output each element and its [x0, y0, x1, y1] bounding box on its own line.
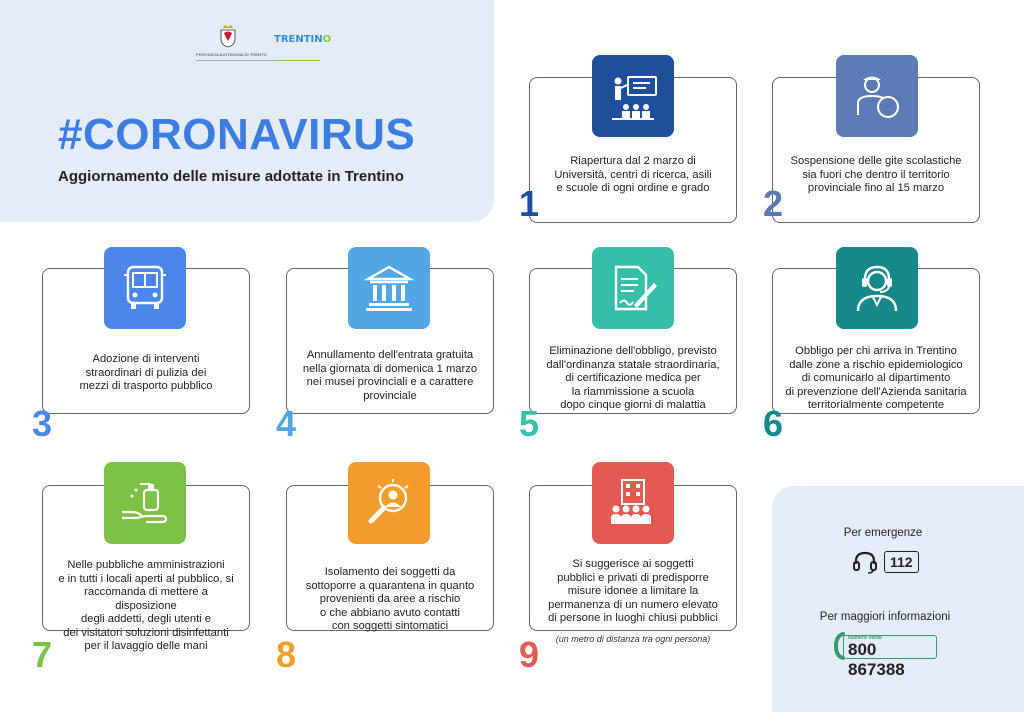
measure-text-line: di certificazione medica per: [565, 372, 701, 384]
measure-text-line: per il lavaggio delle mani: [84, 640, 208, 652]
measure-text-line: sottoporre a quarantena in quanto: [305, 579, 475, 592]
brand-suffix: O: [322, 34, 332, 45]
hand-sanitizer-tile: [104, 462, 186, 544]
measure-number: 6: [763, 403, 784, 444]
measure-number: 2: [763, 183, 784, 224]
emergency-phone: [852, 550, 919, 574]
teacher-classroom-tile: [592, 55, 674, 137]
teacher-classroom-icon: [606, 69, 660, 123]
measure-text-line: Obbligo per chi arriva in Trentino: [795, 345, 957, 357]
measure-text-line: degli addetti, degli utenti e: [81, 613, 211, 625]
measure-text-line: di comunicarlo al dipartimento: [801, 372, 951, 384]
page-title: #CORONAVIRUS: [58, 110, 416, 159]
museum-tile: [348, 247, 430, 329]
measure-text: [53, 353, 239, 394]
measure-number: 5: [519, 403, 540, 444]
measure-text-line: permanenza di un numero elevato: [548, 598, 718, 611]
brand-prefix: TRENTIN: [274, 34, 323, 45]
measure-text-line: Università, centri di ricerca, asili: [554, 168, 712, 181]
bus-icon: [118, 261, 172, 315]
measure-text-line: di prevenzione dell'Azienda sanitaria: [785, 385, 967, 398]
measure-text-line: misure idonee a limitare la: [567, 585, 699, 597]
toll-free-label: Numero Verde: [848, 635, 882, 641]
measure-text-line: provenienti da aree a rischio: [319, 593, 461, 605]
measure-text-line: Riapertura dal 2 marzo di: [570, 155, 696, 167]
measure-text-line: Annullamento dell'entrata gratuita: [306, 349, 474, 361]
measure-text: [297, 566, 483, 634]
emergency-number[interactable]: 112: [884, 551, 919, 573]
measure-note: (un metro di distanza tra ogni persona): [555, 633, 711, 644]
measure-text-line: o che abbiano avuto contatti: [320, 606, 460, 619]
measure-text-line: di persone in luoghi chiusi pubblici: [548, 612, 718, 624]
toll-free-box[interactable]: [843, 635, 937, 679]
measure-text-line: Si suggerisce ai soggetti: [572, 558, 694, 570]
museum-icon: [362, 261, 416, 315]
measure-text: [540, 558, 726, 626]
measure-text-line: Eliminazione dell'obbligo, previsto: [549, 345, 717, 357]
search-person-tile: [348, 462, 430, 544]
measure-text: [783, 345, 969, 413]
measure-text-line: Adozione di interventi: [92, 353, 200, 365]
crowd-building-tile: [592, 462, 674, 544]
measure-number: 9: [519, 634, 540, 675]
measure-text-line: nella giornata di domenica 1 marzo: [302, 362, 478, 375]
measure-text-line: dalle zone a rischio epidemiologico: [789, 358, 963, 371]
measure-number: 7: [32, 634, 53, 675]
logo: [196, 24, 332, 66]
headset-icon: [852, 550, 878, 574]
crest-icon: [220, 24, 236, 48]
search-person-icon: [362, 476, 416, 530]
tourist-compass-icon: [850, 69, 904, 123]
page-subtitle: Aggiornamento delle misure adottate in Trentino: [58, 168, 404, 185]
measure-text-line: la riammissione a scuola: [571, 385, 695, 398]
measure-text-line: Sospensione delle gite scolastiche: [790, 155, 962, 167]
measure-text-line: mezzi di trasporto pubblico: [79, 380, 213, 392]
document-sign-tile: [592, 247, 674, 329]
measure-text-line: e scuole di ogni ordine e grado: [556, 182, 710, 194]
measure-text-line: provinciale: [363, 389, 417, 402]
operator-headset-icon: [850, 261, 904, 315]
logo-divider-accent: [274, 60, 320, 61]
measure-text: [53, 559, 239, 654]
crest-caption: PROVINCIA AUTONOMA DI TRENTO: [196, 52, 267, 57]
measure-text-line: sia fuori che dentro il territorio: [802, 168, 950, 181]
trentino-brand: [274, 34, 331, 45]
measure-text-line: pubblici e privati di predisporre: [557, 571, 709, 584]
measure-text: [540, 345, 726, 413]
measure-text-line: raccomanda di mettere a disposizione: [84, 586, 208, 612]
measure-number: 3: [32, 403, 53, 444]
measure-text-line: Nelle pubbliche amministrazioni: [67, 559, 225, 571]
measure-text-line: dopo cinque giorni di malattia: [560, 399, 706, 411]
measure-number: 4: [276, 403, 297, 444]
measure-text-line: dall'ordinanza statale straordinaria,: [546, 358, 720, 371]
measure-text: [783, 155, 969, 196]
measure-text-line: dei visitatori soluzioni disinfettanti: [63, 626, 229, 639]
measure-text-line: territorialmente competente: [807, 399, 945, 411]
bus-tile: [104, 247, 186, 329]
operator-headset-tile: [836, 247, 918, 329]
measure-text: [297, 349, 483, 403]
info-label: Per maggiori informazioni: [819, 611, 951, 623]
emergency-label: Per emergenze: [843, 527, 923, 539]
measure-text: [540, 155, 726, 196]
measure-text-line: provinciale fino al 15 marzo: [807, 182, 945, 194]
measure-text-line: nei musei provinciali e a carattere: [306, 376, 474, 388]
measure-number: 8: [276, 634, 297, 675]
measure-text-line: con soggetti sintomatici: [331, 620, 449, 632]
hand-sanitizer-icon: [118, 476, 172, 530]
document-sign-icon: [606, 261, 660, 315]
measure-text-line: Isolamento dei soggetti da: [324, 566, 456, 578]
tourist-compass-tile: [836, 55, 918, 137]
toll-free-number: 800 867388: [848, 640, 905, 679]
measure-text-line: e in tutti i locali aperti al pubblico, si: [58, 572, 234, 585]
measure-number: 1: [519, 183, 540, 224]
measure-text-line: straordinari di pulizia dei: [85, 366, 207, 379]
crowd-building-icon: [606, 476, 660, 530]
